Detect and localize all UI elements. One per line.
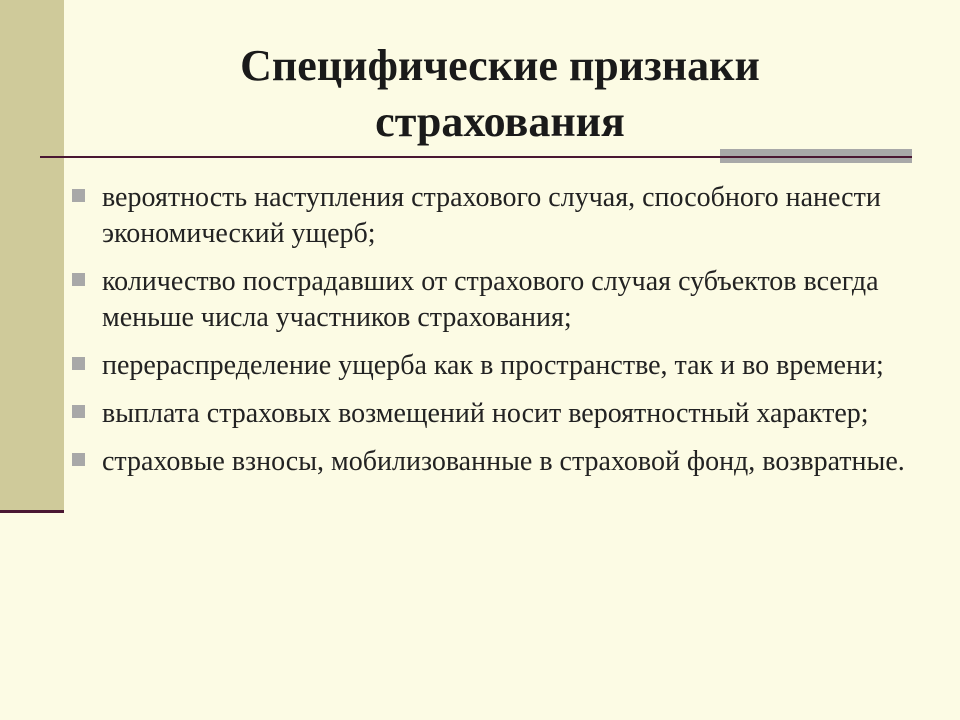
square-bullet-icon <box>72 357 85 370</box>
square-bullet-icon <box>72 273 85 286</box>
list-item <box>72 180 912 252</box>
title-accent-bar <box>720 149 912 156</box>
side-decorative-band <box>0 0 64 512</box>
square-bullet-icon <box>72 453 85 466</box>
slide-title: Специфические признаки страхования <box>240 41 760 146</box>
list-item <box>72 348 912 384</box>
list-item <box>72 444 912 480</box>
bullet-text: вероятность наступления страхового случая, способного нанести экономический ущерб; <box>102 182 881 249</box>
bullet-text: количество пострадавших от страхового случая субъектов всегда меньше числа участников страхования; <box>102 266 879 333</box>
square-bullet-icon <box>72 189 85 202</box>
list-item <box>72 264 912 336</box>
bullet-text: выплата страховых возмещений носит вероятностный характер; <box>102 398 869 429</box>
bullet-list <box>72 180 912 492</box>
bullet-text: перераспределение ущерба как в пространстве, так и во времени; <box>102 350 884 381</box>
list-item <box>72 396 912 432</box>
title-accent-bar-lower <box>720 158 912 163</box>
side-band-rule <box>0 510 64 513</box>
square-bullet-icon <box>72 405 85 418</box>
bullet-text: страховые взносы, мобилизованные в страховой фонд, возвратные. <box>102 446 905 477</box>
